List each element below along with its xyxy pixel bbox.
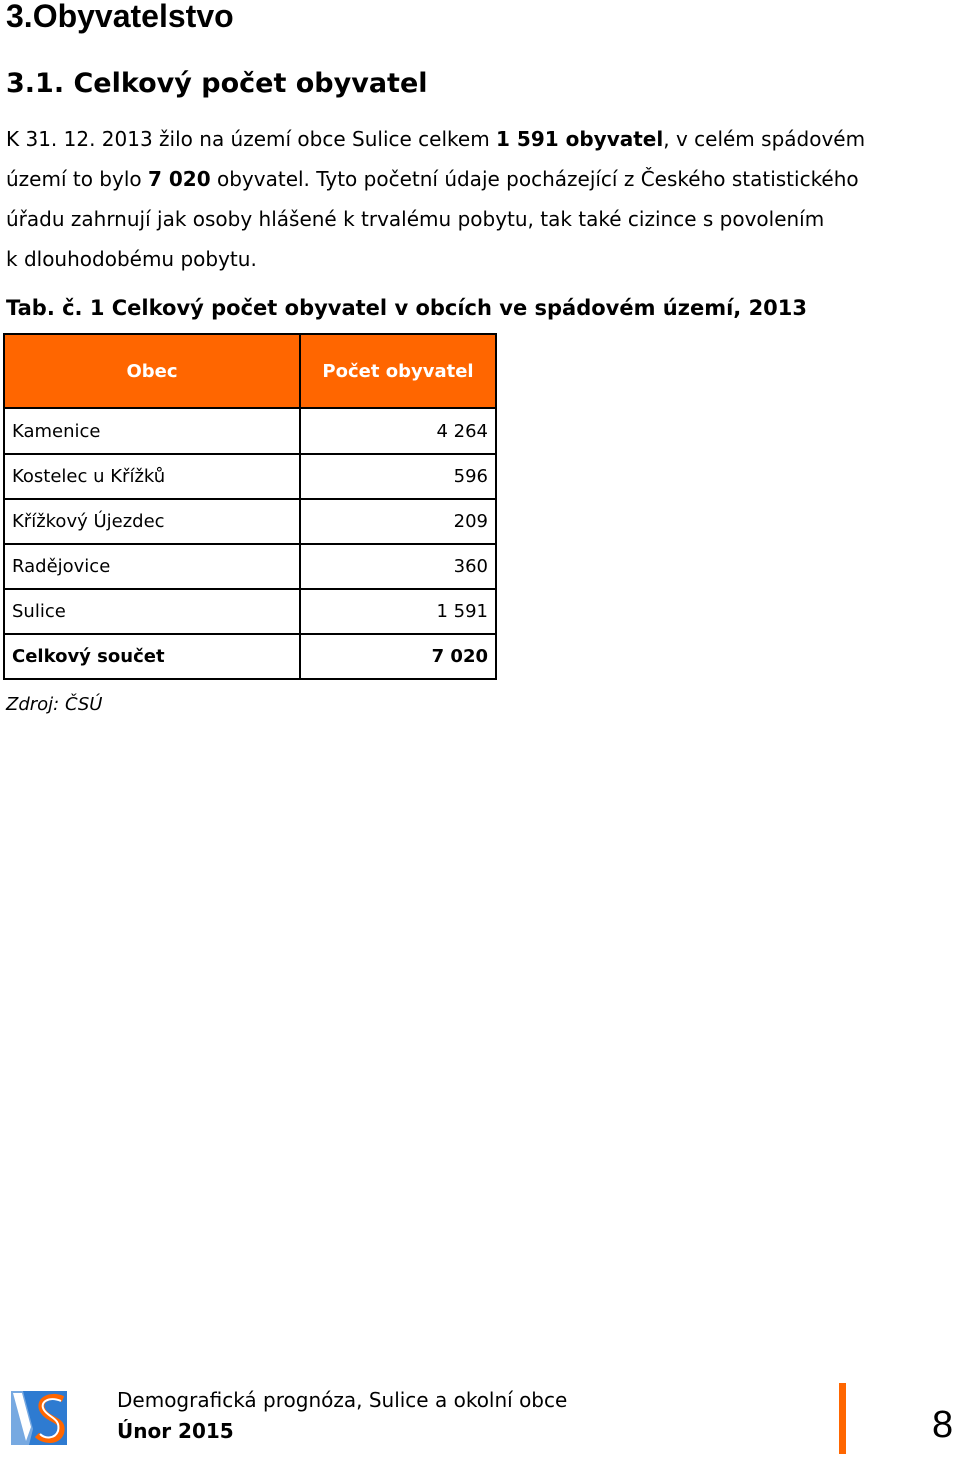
paragraph-text: , v celém spádovém <box>663 127 866 151</box>
paragraph-bold-total: 7 020 <box>148 167 211 191</box>
paragraph-text: území to bylo <box>6 167 148 191</box>
table-row <box>4 589 496 634</box>
paragraph-line-3: úřadu zahrnují jak osoby hlášené k trvalému pobytu, tak také cizince s povolením <box>6 207 825 231</box>
cell-obec: Radějovice <box>4 544 300 589</box>
cell-obec: Kostelec u Křížků <box>4 454 300 499</box>
page-number: 8 <box>932 1404 954 1446</box>
paragraph-line-4: k dlouhodobému pobytu. <box>6 247 257 271</box>
paragraph-bold-population: 1 591 obyvatel <box>496 127 664 151</box>
vs-logo-icon <box>9 1389 69 1447</box>
cell-obec: Sulice <box>4 589 300 634</box>
paragraph-line-1 <box>6 119 960 159</box>
paragraph-line-2 <box>6 159 960 199</box>
table-row <box>4 544 496 589</box>
header-pocet-obyvatel: Počet obyvatel <box>300 334 496 408</box>
cell-pocet: 360 <box>300 544 496 589</box>
section-title: 3.1. Celkový počet obyvatel <box>6 68 428 99</box>
cell-obec: Kamenice <box>4 408 300 454</box>
cell-pocet: 1 591 <box>300 589 496 634</box>
cell-obec: Křížkový Újezdec <box>4 499 300 544</box>
table-caption: Tab. č. 1 Celkový počet obyvatel v obcích ve spádovém území, 2013 <box>6 296 808 320</box>
table-total-row <box>4 634 496 679</box>
footer-date: Únor 2015 <box>117 1419 234 1443</box>
intro-paragraph <box>6 119 960 279</box>
table-row <box>4 454 496 499</box>
paragraph-text: K 31. 12. 2013 žilo na území obce Sulice celkem <box>6 127 497 151</box>
footer-accent-bar <box>839 1383 846 1454</box>
table-row <box>4 499 496 544</box>
total-value: 7 020 <box>300 634 496 679</box>
chapter-title: 3.Obyvatelstvo <box>6 0 234 34</box>
paragraph-text: obyvatel. Tyto početní údaje pocházející z Českého statistického <box>210 167 859 191</box>
cell-pocet: 209 <box>300 499 496 544</box>
header-obec: Obec <box>4 334 300 408</box>
table-header-row <box>4 334 496 408</box>
footer-document-title: Demografická prognóza, Sulice a okolní obce <box>117 1388 568 1412</box>
total-label: Celkový součet <box>4 634 300 679</box>
cell-pocet: 596 <box>300 454 496 499</box>
cell-pocet: 4 264 <box>300 408 496 454</box>
table-row <box>4 408 496 454</box>
source-note: Zdroj: ČSÚ <box>6 694 103 715</box>
population-table <box>3 333 497 680</box>
